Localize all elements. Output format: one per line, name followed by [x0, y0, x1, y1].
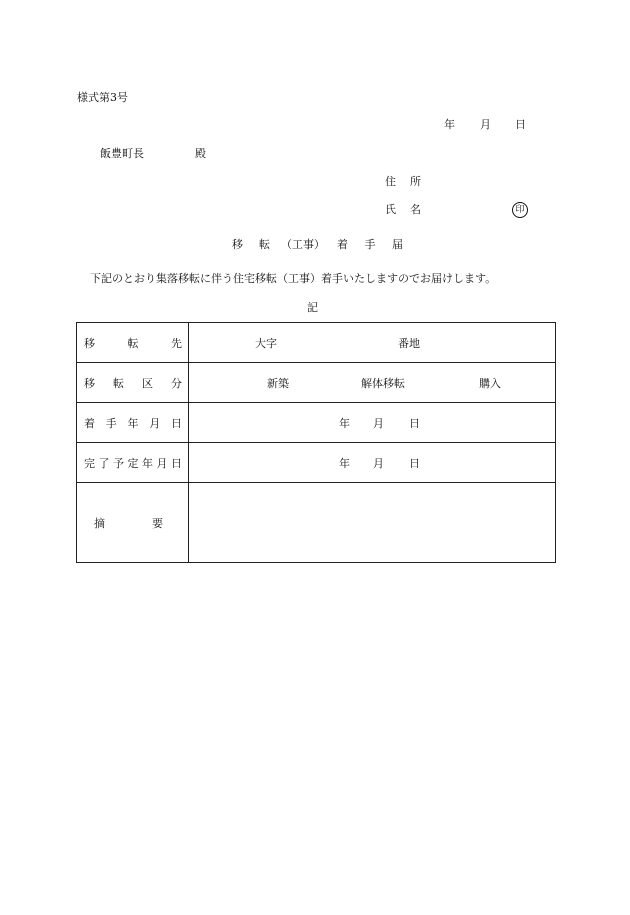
start-year-label: 年 [339, 416, 350, 430]
date-year-label: 年 [444, 118, 455, 131]
title-part3: 着 手 届 [337, 238, 403, 251]
completion-year-label: 年 [339, 456, 350, 470]
seal-mark: 印 [512, 202, 528, 218]
completion-date-field[interactable] [189, 443, 556, 483]
honorific: 殿 [195, 147, 206, 160]
completion-month-label: 月 [373, 456, 384, 470]
form-number: 様式第3号 [77, 91, 128, 104]
address-label: 住 所 [385, 175, 421, 188]
form-table [76, 322, 556, 563]
table-row [77, 483, 556, 563]
start-month-label: 月 [373, 416, 384, 430]
completion-date-label: 完 了 予 定 年 月 日 [77, 443, 189, 483]
start-day-label: 日 [409, 416, 420, 430]
start-date-label: 着 手 年 月 日 [77, 403, 189, 443]
category-field [189, 363, 556, 403]
option-purchase[interactable]: 購入 [479, 376, 501, 390]
table-row [77, 403, 556, 443]
remarks-field[interactable] [189, 483, 556, 563]
oaza-label: 大字 [255, 336, 277, 350]
body-text: 下記のとおり集落移転に伴う住宅移転（工事）着手いたしますのでお届けします。 [90, 272, 497, 285]
record-heading: 記 [307, 301, 318, 314]
date-month-label: 月 [480, 118, 491, 131]
date-day-label: 日 [515, 118, 526, 131]
table-row [77, 323, 556, 363]
option-new-build[interactable]: 新築 [267, 376, 289, 390]
title-part2: （工事） [281, 238, 325, 251]
category-label: 移 転 区 分 [77, 363, 189, 403]
destination-field[interactable] [189, 323, 556, 363]
banchi-label: 番地 [398, 336, 420, 350]
name-label: 氏 名 [385, 203, 421, 216]
table-row [77, 363, 556, 403]
destination-label: 移 転 先 [77, 323, 189, 363]
completion-day-label: 日 [409, 456, 420, 470]
addressee: 飯豊町長 [100, 147, 144, 160]
table-row [77, 443, 556, 483]
option-demolish-relocate[interactable]: 解体移転 [361, 376, 405, 390]
title-part1: 移 転 [232, 238, 270, 251]
remarks-label: 摘 要 [77, 483, 189, 563]
start-date-field[interactable] [189, 403, 556, 443]
